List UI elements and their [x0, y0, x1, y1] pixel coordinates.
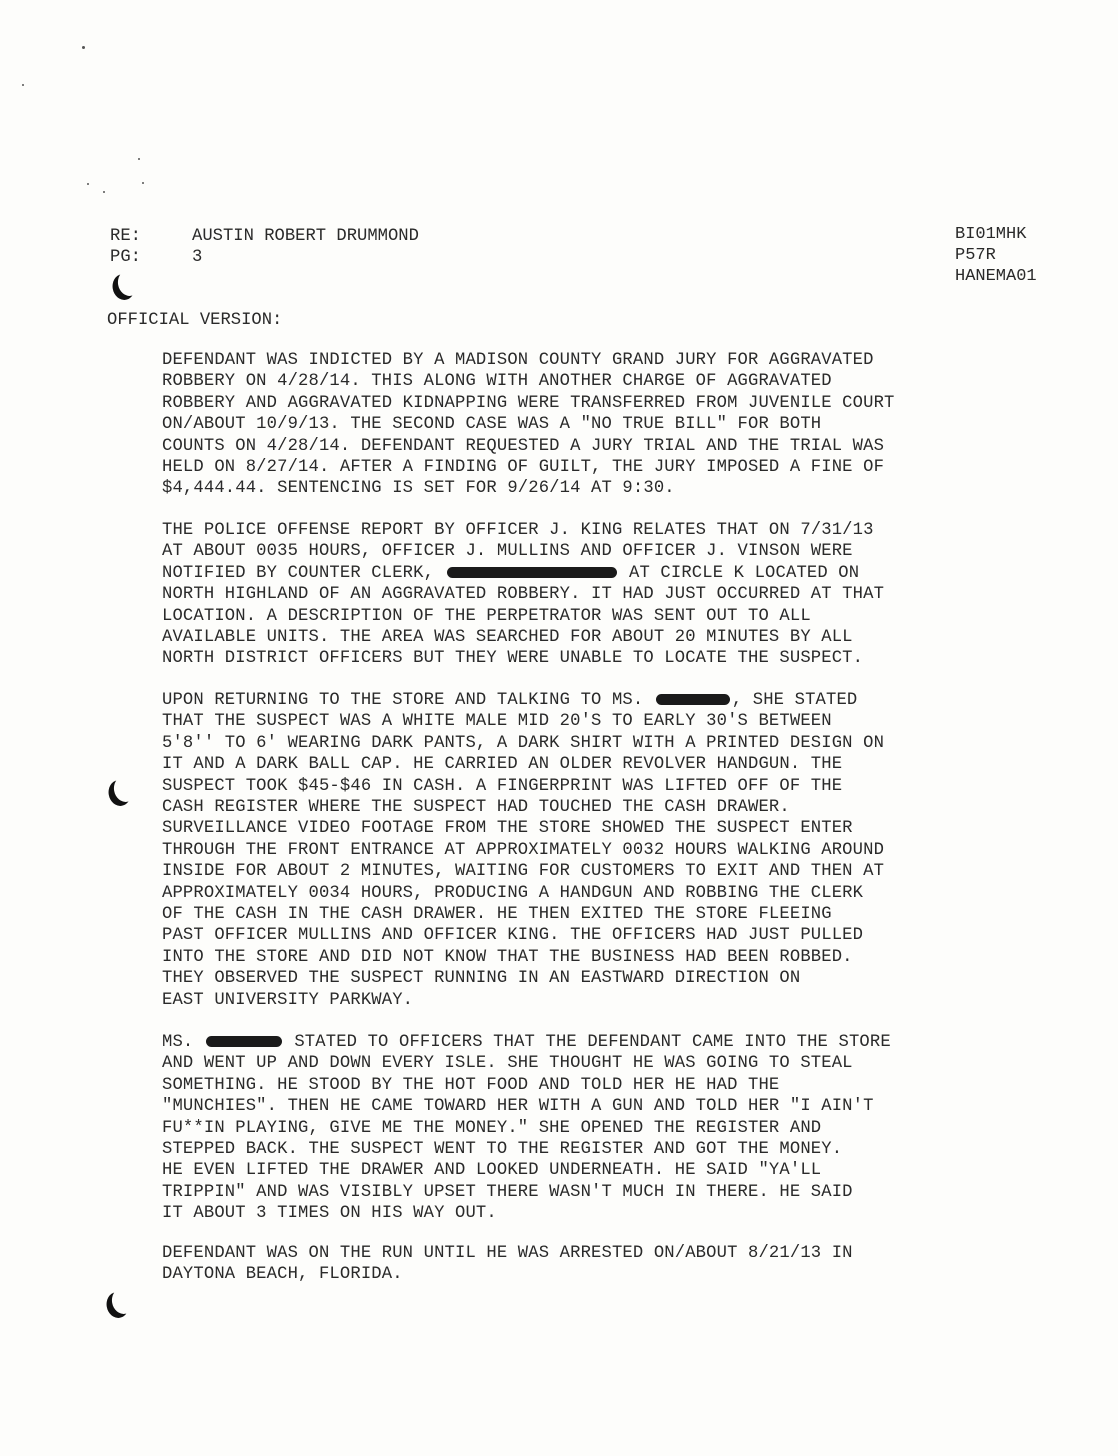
scan-speck	[103, 191, 105, 193]
paragraph-witness-statement	[162, 690, 1042, 1011]
scan-speck	[142, 182, 144, 184]
section-heading: OFFICIAL VERSION:	[107, 311, 283, 330]
paragraph-indictment: DEFENDANT WAS INDICTED BY A MADISON COUNTY GRAND JURY FOR AGGRAVATED ROBBERY ON 4/28/14. THIS ALONG WITH ANOTHER CHARGE OF AGGRAVATED ROBBERY AND AGGRAVATED KIDNAPPING WERE TRANSFERRED FROM JUVENILE COURT ON/ABOUT 10/9/13. THE SECOND CASE WAS A "NO TRUE BILL" FOR BOTH COUNTS ON 4/28/14. DEFENDANT REQUESTED A JURY TRIAL AND THE TRIAL WAS HELD ON 8/27/14. AFTER A FINDING OF GUILT, THE JURY IMPOSED A FINE OF $4,444.44. SENTENCING IS SET FOR 9/26/14 AT 9:30.	[162, 351, 895, 499]
re-line	[110, 226, 419, 247]
text-segment: MS.	[162, 1033, 194, 1052]
pg-value: 3	[192, 248, 203, 267]
text-segment: , SHE STATED THAT THE SUSPECT WAS A WHITE MALE MID 20'S TO EARLY 30'S BETWEEN 5'8'' TO 6' WEARING DARK PANTS, A DARK SHIRT WITH A PRINTED DESIGN ON IT AND A DARK BALL CAP. HE CARRIED AN OLDER REVOLVER HANDGUN. THE SUSPECT TOOK $45-$46 IN CASH. A FINGERPRINT WAS LIFTED OFF OF THE CASH REGISTER WHERE THE SUSPECT HAD TOUCHED THE CASH DRAWER. SURVEILLANCE VIDEO FOOTAGE FROM THE STORE SHOWED THE SUSPECT ENTER THROUGH THE FRONT ENTRANCE AT APPROXIMATELY 0032 HOURS WALKING AROUND INSIDE FOR ABOUT 2 MINUTES, WAITING FOR CUSTOMERS TO EXIT AND THEN AT APPROXIMATELY 0034 HOURS, PRODUCING A HANDGUN AND ROBBING THE CLERK OF THE CASH IN THE CASH DRAWER. HE THEN EXITED THE STORE FLEEING PAST OFFICER MULLINS AND OFFICER KING. THE OFFICERS HAD JUST PULLED INTO THE STORE AND DID NOT KNOW THAT THE BUSINESS HAD BEEN ROBBED. THEY OBSERVED THE SUSPECT RUNNING IN AN EASTWARD DIRECTION ON EAST UNIVERSITY PARKWAY.	[162, 691, 885, 1010]
re-label: RE:	[110, 227, 141, 246]
paragraph-police-report	[162, 520, 1042, 670]
text-segment: STATED TO OFFICERS THAT THE DEFENDANT CAME INTO THE STORE AND WENT UP AND DOWN EVERY ISLE. SHE THOUGHT HE WAS GOING TO STEAL SOMETHING. HE STOOD BY THE HOT FOOD AND TOLD HER HE HAD THE "MUNCHIES". THEN HE CAME TOWARD HER WITH A GUN AND TOLD HER "I AIN'T FU**IN PLAYING, GIVE ME THE MONEY." SHE OPENED THE REGISTER AND STEPPED BACK. THE SUSPECT WENT TO THE REGISTER AND GOT THE MONEY. HE EVEN LIFTED THE DRAWER AND LOOKED UNDERNEATH. HE SAID "YA'LL TRIPPIN" AND WAS VISIBLY UPSET THERE WASN'T MUCH IN THERE. HE SAID IT ABOUT 3 TIMES ON HIS WAY OUT.	[162, 1033, 891, 1224]
redaction-mark	[656, 694, 730, 705]
scan-speck	[87, 183, 89, 185]
header-codes	[955, 224, 1037, 287]
header-code: BI01MHK	[955, 225, 1027, 244]
paragraph-arrest: DEFENDANT WAS ON THE RUN UNTIL HE WAS ARRESTED ON/ABOUT 8/21/13 IN DAYTONA BEACH, FLORIDA.	[162, 1244, 853, 1285]
pg-label: PG:	[110, 248, 141, 267]
redaction-mark	[447, 567, 617, 578]
scan-speck	[82, 46, 85, 49]
text-segment: UPON RETURNING TO THE STORE AND TALKING TO MS.	[162, 691, 644, 710]
pg-line	[110, 247, 419, 268]
punch-hole-mark	[112, 774, 138, 803]
header-code: HANEMA01	[955, 267, 1037, 286]
punch-hole-mark	[110, 1286, 136, 1315]
redaction-mark	[206, 1036, 282, 1047]
paragraph-clerk-account	[162, 1032, 1042, 1225]
text-segment: THE POLICE OFFENSE REPORT BY OFFICER J. KING RELATES THAT ON 7/31/13 AT ABOUT 0035 HOURS, OFFICER J. MULLINS AND OFFICER J. VINSON WERE NOTIFIED BY COUNTER CLERK,	[162, 521, 874, 583]
scan-speck	[22, 84, 24, 86]
header-block	[110, 226, 419, 268]
punch-hole-mark	[116, 268, 142, 297]
re-value: AUSTIN ROBERT DRUMMOND	[192, 227, 419, 246]
text-segment: AT CIRCLE K LOCATED ON NORTH HIGHLAND OF AN AGGRAVATED ROBBERY. IT HAD JUST OCCURRED AT THAT LOCATION. A DESCRIPTION OF THE PERPETRATOR WAS SENT OUT TO ALL AVAILABLE UNITS. THE AREA WAS SEARCHED FOR ABOUT 20 MINUTES BY ALL NORTH DISTRICT OFFICERS BUT THEY WERE UNABLE TO LOCATE THE SUSPECT.	[162, 563, 885, 669]
header-code: P57R	[955, 246, 996, 265]
scan-speck	[138, 158, 140, 160]
